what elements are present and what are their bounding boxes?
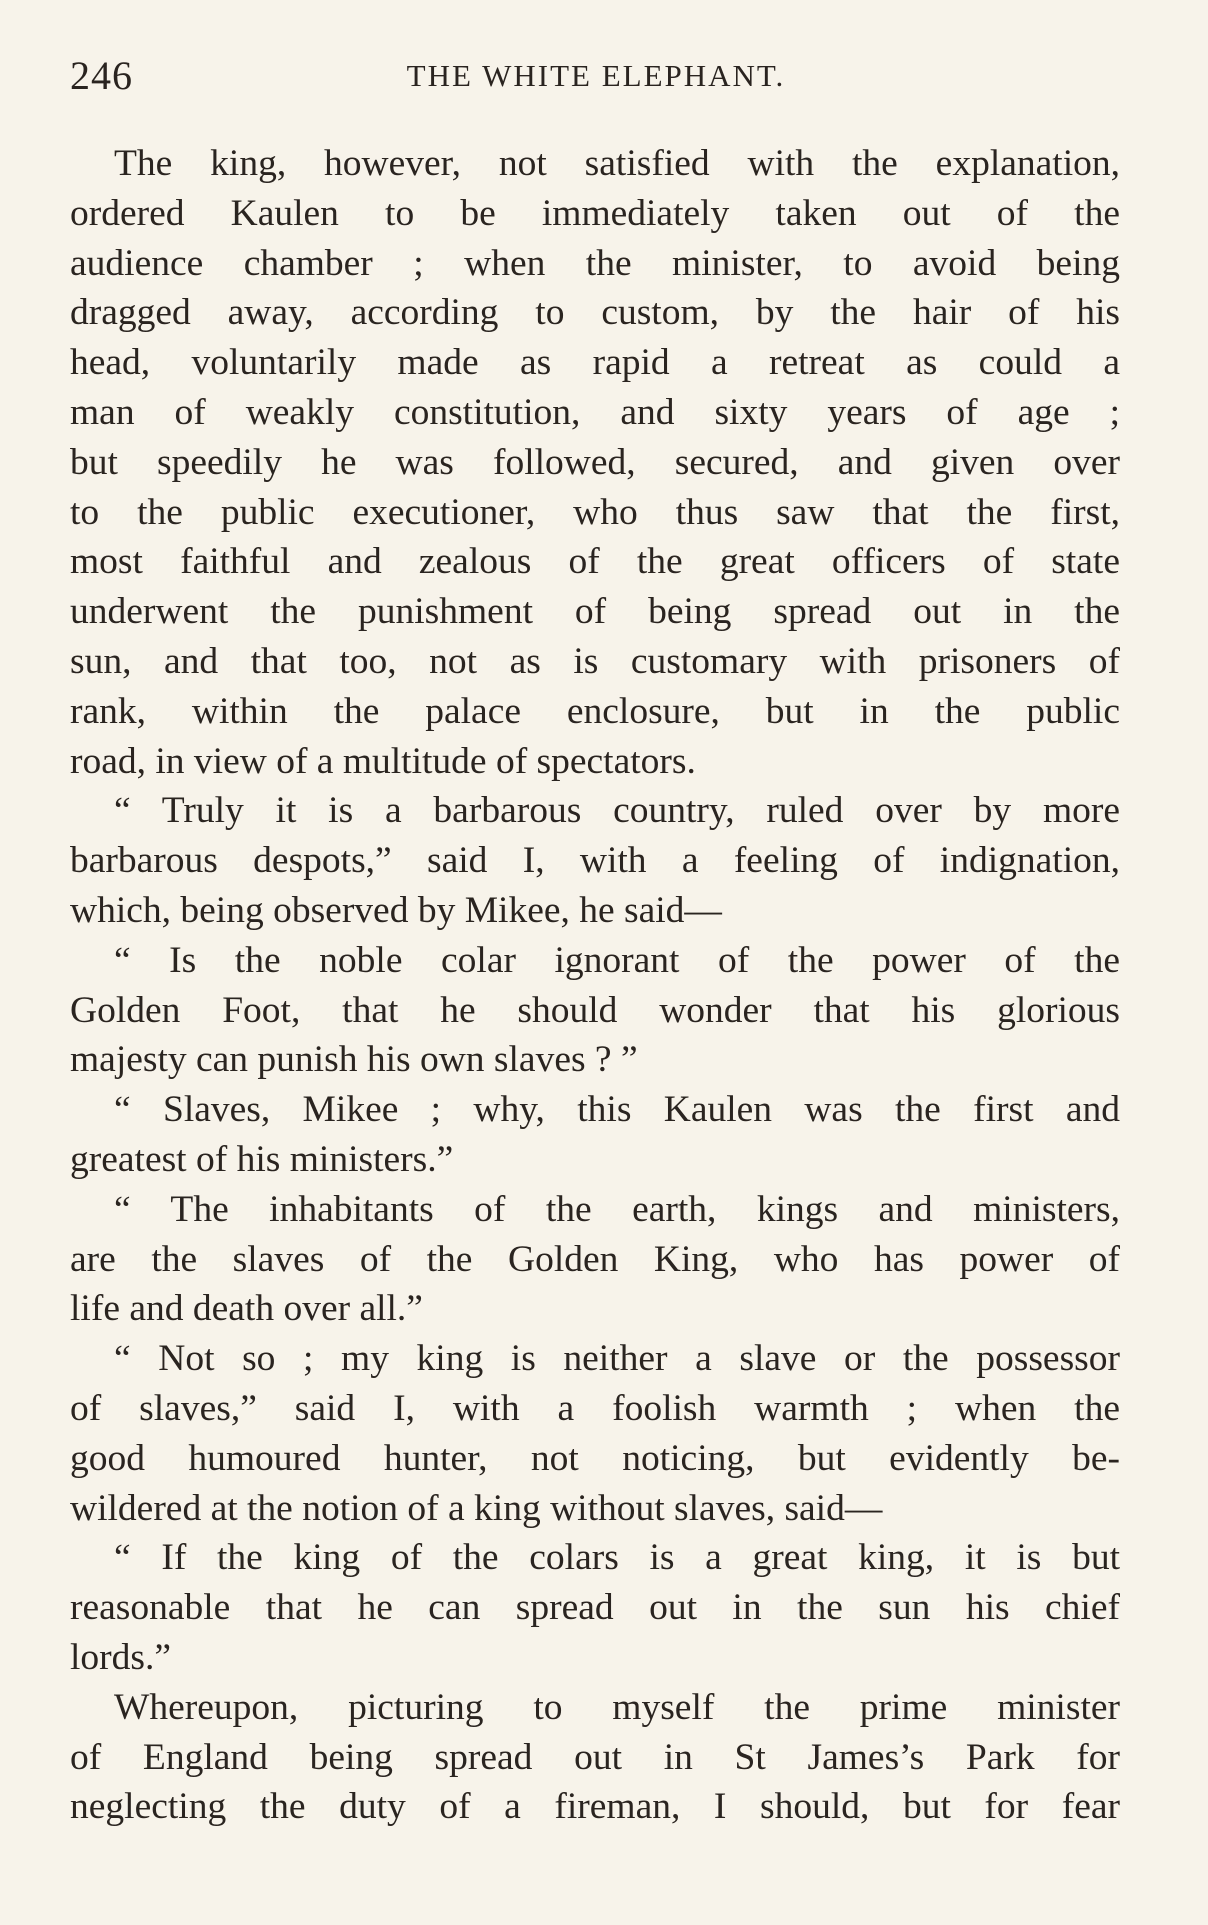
text-line: of slaves,” said I, with a foolish warmth ; when the <box>70 1387 1120 1429</box>
text-line: rank, within the palace enclosure, but in the public <box>70 690 1120 732</box>
text-line: greatest of his ministers.” <box>70 1138 454 1180</box>
text-line: road, in view of a multitude of spectators. <box>70 740 696 782</box>
text-line: reasonable that he can spread out in the sun his chief <box>70 1587 1120 1629</box>
text-line: wildered at the notion of a king without slaves, said— <box>70 1487 883 1529</box>
text-line: “ Is the noble colar ignorant of the power of the <box>114 939 1120 981</box>
text-line: ordered Kaulen to be immediately taken out of the <box>70 192 1120 234</box>
text-line: sun, and that too, not as is customary with prisoners of <box>70 640 1120 682</box>
running-title: THE WHITE ELEPHANT. <box>406 58 786 93</box>
text-line: “ The inhabitants of the earth, kings and ministers, <box>114 1188 1120 1230</box>
text-line: most faithful and zealous of the great officers of state <box>70 541 1120 583</box>
page-number: 246 <box>70 53 133 98</box>
text-line: Whereupon, picturing to myself the prime minister <box>114 1686 1120 1728</box>
text-line: barbarous despots,” said I, with a feeling of indignation, <box>70 840 1120 882</box>
text-line: neglecting the duty of a fireman, I should, but for fear <box>70 1786 1120 1828</box>
text-line: Golden Foot, that he should wonder that his glorious <box>70 989 1120 1031</box>
text-line: “ Slaves, Mikee ; why, this Kaulen was the first and <box>114 1089 1120 1131</box>
text-line: good humoured hunter, not noticing, but evidently be- <box>70 1437 1120 1479</box>
text-line: majesty can punish his own slaves ? ” <box>70 1039 638 1081</box>
text-line: underwent the punishment of being spread out in the <box>70 591 1120 633</box>
text-line: lords.” <box>70 1636 172 1678</box>
text-line: head, voluntarily made as rapid a retreat as could a <box>70 342 1120 384</box>
text-line: man of weakly constitution, and sixty years of age ; <box>70 391 1120 433</box>
text-line: audience chamber ; when the minister, to avoid being <box>70 242 1120 284</box>
text-line: “ If the king of the colars is a great king, it is but <box>114 1537 1120 1579</box>
text-line: “ Not so ; my king is neither a slave or the possessor <box>114 1338 1120 1380</box>
text-line: dragged away, according to custom, by the hair of his <box>70 292 1120 334</box>
text-line: life and death over all.” <box>70 1288 423 1330</box>
text-line: are the slaves of the Golden King, who has power of <box>70 1238 1120 1280</box>
text-line: The king, however, not satisfied with the explanation, <box>114 143 1120 184</box>
running-head <box>70 52 1122 102</box>
text-line: of England being spread out in St James’s Park for <box>70 1736 1120 1778</box>
text-line: to the public executioner, who thus saw that the first, <box>70 491 1120 533</box>
text-line: which, being observed by Mikee, he said— <box>70 889 722 931</box>
text-line: “ Truly it is a barbarous country, ruled over by more <box>114 790 1120 832</box>
body-text <box>70 139 1120 1832</box>
text-line: but speedily he was followed, secured, and given over <box>70 441 1120 483</box>
